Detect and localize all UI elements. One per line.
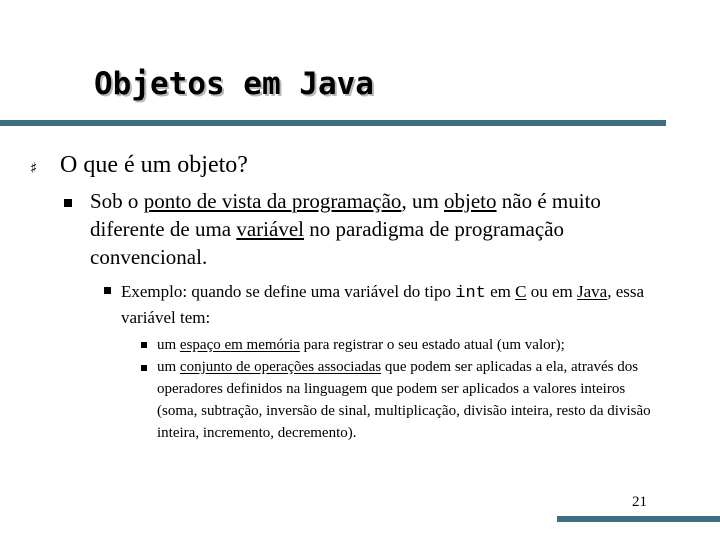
- bullet-level4-text-memory: um espaço em memória para registrar o seu estado atual (um valor);: [157, 337, 565, 353]
- square-bullet-icon: [141, 365, 147, 371]
- bullet-level4-text-operations: um conjunto de operações associadas que podem ser aplicadas a ela, através dos operadores definidos na linguagem que podem ser aplicados a valores inteiros (soma, subtração, inversão de sinal, multiplicação, divisão inteira, resto da divisão inteira, incremento, decremento).: [157, 359, 651, 441]
- footer-accent-bar: [557, 516, 720, 522]
- underlined-term: Java: [577, 282, 608, 301]
- underlined-term: conjunto de operações associadas: [179, 359, 382, 375]
- underlined-term: objeto: [444, 189, 497, 213]
- square-bullet-icon: [141, 342, 147, 348]
- page-number: 21: [632, 494, 647, 510]
- title-divider-bar: [0, 120, 666, 126]
- bullet-level2-text: Sob o ponto de vista da programação, um objeto não é muito diferente de uma variável no paradigma de programação convencional.: [90, 189, 601, 269]
- code-keyword: int: [455, 284, 486, 303]
- square-bullet-icon: [64, 199, 72, 207]
- underlined-term: ponto de vista da programação: [143, 189, 402, 213]
- square-bullet-icon: [104, 287, 111, 294]
- bullet-level1-text: O que é um objeto?: [60, 152, 248, 178]
- hash-bullet-icon: ♯: [30, 159, 38, 177]
- bullet-level3-text: Exemplo: quando se define uma variável do tipo int em C ou em Java, essa variável tem:: [121, 282, 645, 327]
- slide-title: Objetos em Java: [94, 66, 374, 102]
- underlined-term: variável: [236, 217, 304, 241]
- underlined-term: C: [515, 282, 527, 301]
- underlined-term: espaço em memória: [179, 337, 300, 353]
